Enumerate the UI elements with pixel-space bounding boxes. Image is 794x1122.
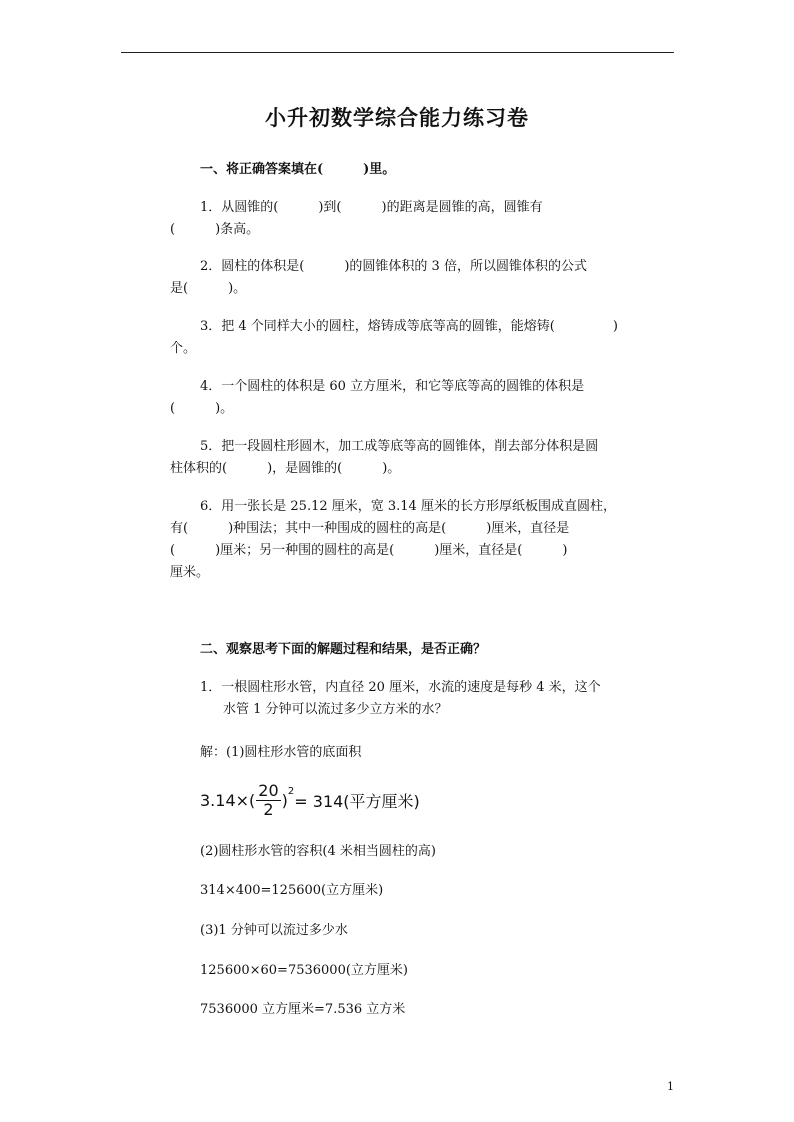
question-4: 4．一个圆柱的体积是 60 立方厘米，和它等底等高的圆锥的体积是 ( )。 — [170, 379, 585, 416]
question-5: 5．把一段圆柱形圆木，加工成等底等高的圆锥体，削去部分体积是圆 柱体积的( )，是圆锥的( )。 — [170, 439, 599, 476]
header-rule — [121, 52, 674, 53]
page-number: 1 — [667, 1080, 674, 1093]
solution-step-3: 314×400=125600(立方厘米) — [200, 883, 384, 898]
question-3: 3．把 4 个同样大小的圆柱，熔铸成等底等高的圆锥，能熔铸( ) 个。 — [170, 319, 618, 356]
section-2-heading: 二、观察思考下面的解题过程和结果，是否正确？ — [200, 642, 487, 657]
solution-step-4: (3)1 分钟可以流过多少水 — [200, 923, 348, 938]
solution-step-2: (2)圆柱形水管的容积(4 米相当圆柱的高) — [200, 844, 436, 859]
fraction: $\frac{20}{2}$ — [258, 780, 279, 819]
page-title: 小升初数学综合能力练习卷 — [265, 105, 529, 130]
problem-statement: 1．一根圆柱形水管，内直径 20 厘米，水流的速度是每秒 4 米，这个 水管 1 分钟可以流过多少立方米的水？ — [200, 680, 601, 717]
solution-step-1: 解：(1)圆柱形水管的底面积 — [200, 745, 362, 760]
solution-step-5: 125600×60=7536000(立方厘米) — [200, 963, 408, 978]
question-6: 6．用一张长是 25.12 厘米，宽 3.14 厘米的长方形厚纸板围成直圆柱， 有( )种围法；其中一种围成的圆柱的高是( )厘米，直径是 ( )厘米；另一种围的圆柱的高是( )厘米，直径是( ) 厘米。 — [170, 499, 616, 580]
area-formula: 3.14×( $\frac{20}{2}$ ) 2 = 314(平方厘米) — [200, 780, 420, 819]
question-1: 1．从圆锥的( )到( )的距离是圆锥的高，圆锥有 ( )条高。 — [170, 200, 543, 237]
question-2: 2．圆柱的体积是( )的圆锥体积的 3 倍，所以圆锥体积的公式 是( )。 — [170, 259, 587, 296]
solution-step-6: 7536000 立方厘米=7.536 立方米 — [200, 1002, 406, 1017]
section-1-heading: 一、将正确答案填在( )里。 — [200, 162, 396, 177]
